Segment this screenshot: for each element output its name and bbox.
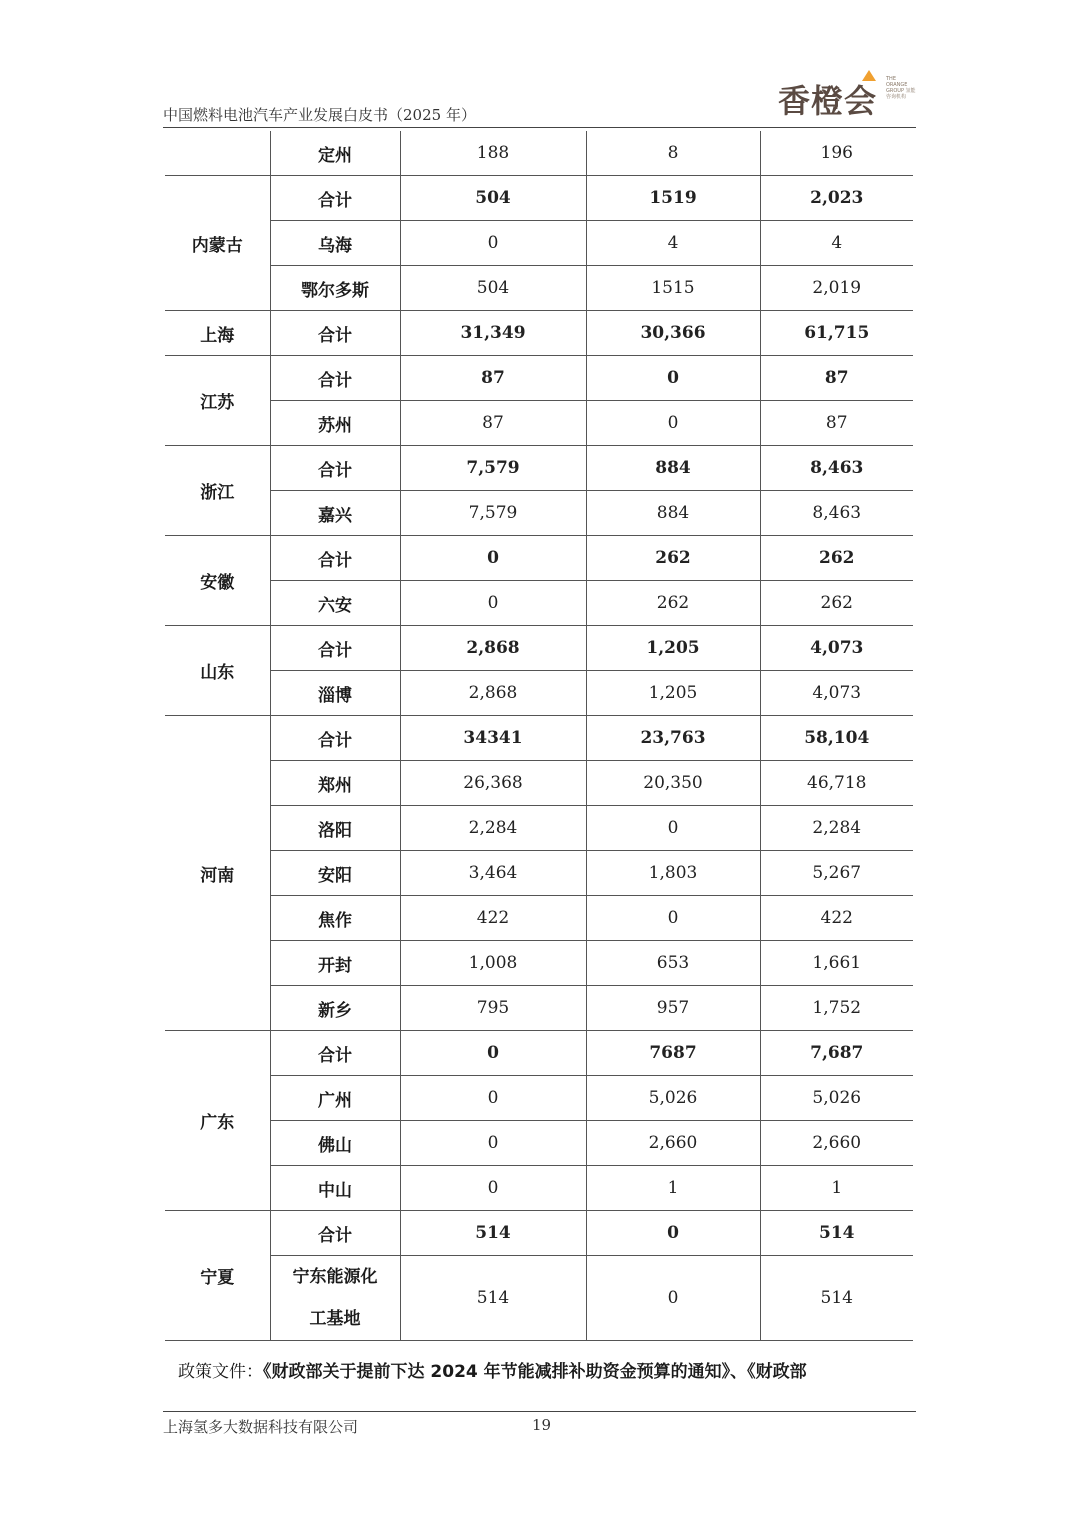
table-row [165,1256,913,1341]
table-row [165,131,913,176]
value-cell: 1515 [586,266,760,311]
value-cell: 87 [760,401,913,446]
table-row [165,1211,913,1256]
city-line: 宁东能源化 [292,1267,378,1287]
page-number: 19 [532,1416,552,1434]
table-row [165,1031,913,1076]
value-cell: 4,073 [760,626,913,671]
city-cell: 中山 [270,1166,400,1211]
table-row [165,806,913,851]
table-row [165,716,913,761]
value-cell: 7,687 [760,1031,913,1076]
value-cell: 1519 [586,176,760,221]
table-row [165,1166,913,1211]
city-cell: 嘉兴 [270,491,400,536]
value-cell: 514 [760,1211,913,1256]
document-header-title: 中国燃料电池汽车产业发展白皮书（2025 年） [163,106,476,124]
province-cell: 河南 [165,716,270,1031]
table-row [165,761,913,806]
value-cell: 1,205 [586,626,760,671]
value-cell: 2,660 [586,1121,760,1166]
city-cell: 合计 [270,446,400,491]
table-row [165,266,913,311]
city-cell: 合计 [270,626,400,671]
table-row [165,851,913,896]
value-cell: 0 [400,1031,586,1076]
value-cell: 1 [586,1166,760,1211]
value-cell: 0 [400,581,586,626]
value-cell: 87 [400,401,586,446]
table-row [165,896,913,941]
value-cell: 4 [586,221,760,266]
value-cell: 653 [586,941,760,986]
table-row [165,311,913,356]
policy-text: 《财政部关于提前下达 2024 年节能减排补助资金预算的通知》、《财政部 [263,1362,807,1382]
table-row [165,581,913,626]
value-cell: 5,026 [586,1076,760,1121]
value-cell: 7,579 [400,491,586,536]
province-cell: 上海 [165,311,270,356]
city-cell: 合计 [270,176,400,221]
city-cell: 焦作 [270,896,400,941]
city-cell: 新乡 [270,986,400,1031]
value-cell: 504 [400,266,586,311]
table-row [165,491,913,536]
city-cell: 合计 [270,1031,400,1076]
value-cell: 5,026 [760,1076,913,1121]
value-cell: 0 [400,1076,586,1121]
city-cell: 苏州 [270,401,400,446]
value-cell: 4 [760,221,913,266]
value-cell: 2,284 [760,806,913,851]
value-cell: 514 [760,1256,913,1341]
value-cell: 2,023 [760,176,913,221]
value-cell: 422 [400,896,586,941]
value-cell: 7,579 [400,446,586,491]
province-cell [165,131,270,176]
city-cell: 合计 [270,356,400,401]
footer-rule [163,1411,916,1412]
city-cell: 鄂尔多斯 [270,266,400,311]
value-cell: 61,715 [760,311,913,356]
value-cell: 30,366 [586,311,760,356]
orange-group-logo [778,70,918,118]
value-cell: 1 [760,1166,913,1211]
table-row [165,536,913,581]
value-cell: 504 [400,176,586,221]
value-cell: 957 [586,986,760,1031]
value-cell: 0 [586,356,760,401]
province-cell: 江苏 [165,356,270,446]
value-cell: 8,463 [760,446,913,491]
value-cell: 87 [760,356,913,401]
value-cell: 0 [586,896,760,941]
value-cell: 8,463 [760,491,913,536]
policy-label: 政策文件： [178,1362,263,1382]
province-cell: 安徽 [165,536,270,626]
city-cell: 定州 [270,131,400,176]
value-cell: 262 [586,536,760,581]
value-cell: 4,073 [760,671,913,716]
value-cell: 46,718 [760,761,913,806]
value-cell: 87 [400,356,586,401]
value-cell: 3,464 [400,851,586,896]
value-cell: 514 [400,1256,586,1341]
city-cell: 淄博 [270,671,400,716]
table-row [165,1076,913,1121]
value-cell: 26,368 [400,761,586,806]
value-cell: 795 [400,986,586,1031]
value-cell: 262 [760,581,913,626]
table-row [165,221,913,266]
value-cell: 0 [400,1121,586,1166]
value-cell: 884 [586,446,760,491]
value-cell: 262 [760,536,913,581]
province-cell: 浙江 [165,446,270,536]
table-row [165,941,913,986]
value-cell: 422 [760,896,913,941]
logo-subtext: THE ORANGE GROUP 氢能咨询机构 [886,76,916,100]
city-cell: 开封 [270,941,400,986]
table-row [165,356,913,401]
value-cell: 0 [400,536,586,581]
value-cell: 1,752 [760,986,913,1031]
city-cell: 安阳 [270,851,400,896]
value-cell: 58,104 [760,716,913,761]
value-cell: 0 [586,401,760,446]
city-cell: 合计 [270,716,400,761]
city-cell: 合计 [270,536,400,581]
table-row [165,986,913,1031]
value-cell: 1,008 [400,941,586,986]
value-cell: 0 [400,1166,586,1211]
value-cell: 0 [400,221,586,266]
value-cell: 0 [586,806,760,851]
footer-company: 上海氢多大数据科技有限公司 [163,1418,359,1436]
value-cell: 1,205 [586,671,760,716]
value-cell: 34341 [400,716,586,761]
value-cell: 7687 [586,1031,760,1076]
policy-note [178,1357,807,1382]
city-cell: 广州 [270,1076,400,1121]
province-cell: 宁夏 [165,1211,270,1341]
city-cell: 郑州 [270,761,400,806]
value-cell: 31,349 [400,311,586,356]
value-cell: 8 [586,131,760,176]
value-cell: 1,661 [760,941,913,986]
city-cell: 合计 [270,1211,400,1256]
value-cell: 884 [586,491,760,536]
value-cell: 514 [400,1211,586,1256]
value-cell: 0 [586,1256,760,1341]
value-cell: 5,267 [760,851,913,896]
table-row [165,176,913,221]
table-row [165,671,913,716]
value-cell: 2,868 [400,671,586,716]
value-cell: 188 [400,131,586,176]
city-cell: 乌海 [270,221,400,266]
city-cell: 合计 [270,311,400,356]
logo-text: 香橙会 [778,82,878,120]
value-cell: 262 [586,581,760,626]
table-row [165,401,913,446]
value-cell: 1,803 [586,851,760,896]
table-row [165,1121,913,1166]
city-cell: 六安 [270,581,400,626]
value-cell: 23,763 [586,716,760,761]
value-cell: 2,019 [760,266,913,311]
city-cell: 佛山 [270,1121,400,1166]
province-cell: 广东 [165,1031,270,1211]
value-cell: 20,350 [586,761,760,806]
value-cell: 196 [760,131,913,176]
value-cell: 0 [586,1211,760,1256]
city-cell: 洛阳 [270,806,400,851]
city-cell [270,1256,400,1341]
value-cell: 2,660 [760,1121,913,1166]
province-cell: 山东 [165,626,270,716]
table-row [165,446,913,491]
province-cell: 内蒙古 [165,176,270,311]
header-rule [163,127,916,128]
value-cell: 2,868 [400,626,586,671]
city-line: 工基地 [309,1309,361,1329]
table-row [165,626,913,671]
value-cell: 2,284 [400,806,586,851]
vehicle-subsidy-table [165,131,913,1341]
